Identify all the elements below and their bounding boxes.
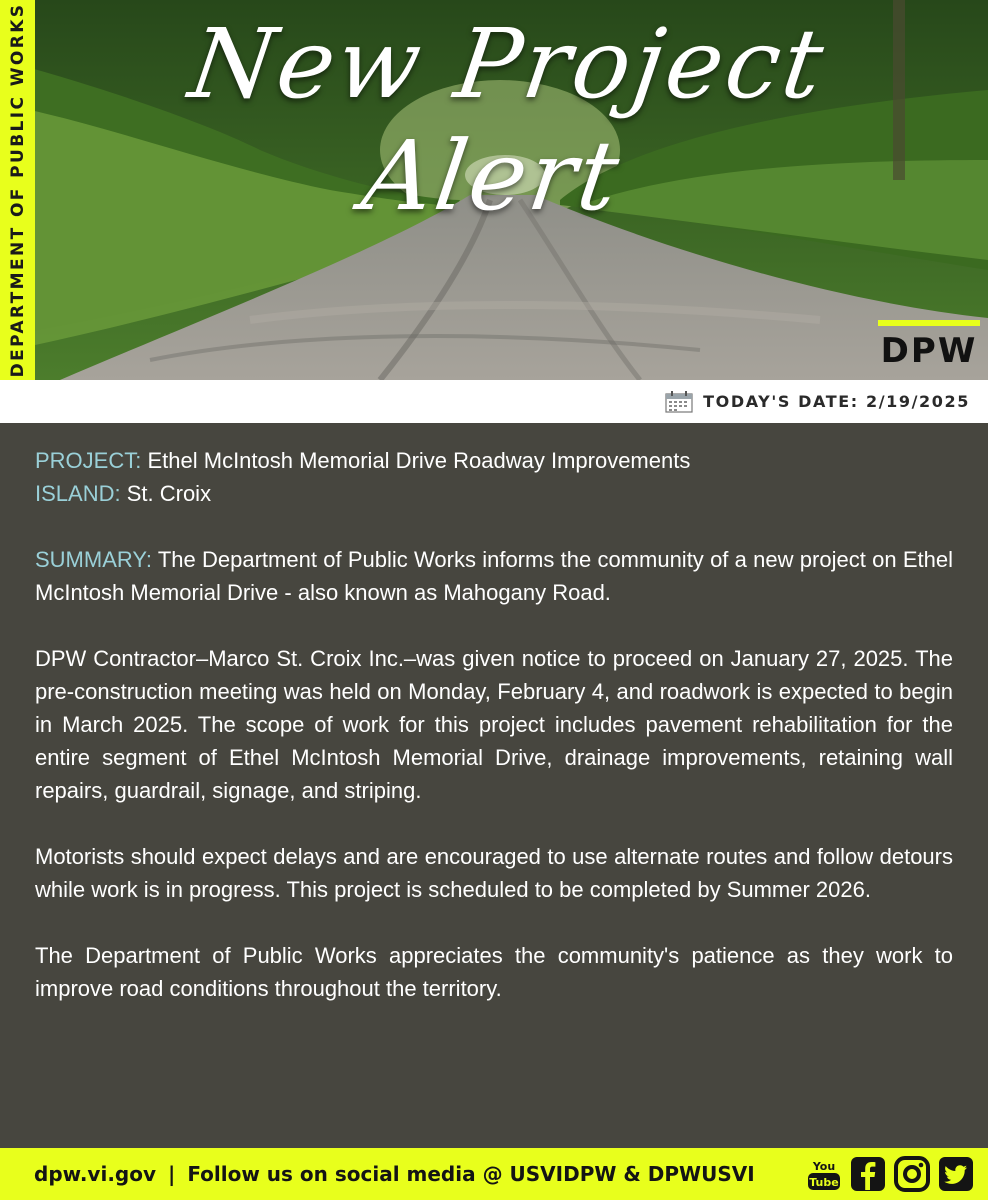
island-line [35,477,953,510]
todays-date: TODAY'S DATE: 2/19/2025 [703,392,970,411]
dpw-logo-text: DPW [880,331,978,366]
date-row [665,380,970,423]
youtube-icon[interactable] [806,1156,842,1192]
instagram-icon[interactable] [894,1156,930,1192]
summary-text: The Department of Public Works informs the community of a new project on Ethel McIntosh Memorial Drive - also known as Mahogany Road. [35,547,953,605]
headline [60,0,940,232]
youtube-text-bottom: Tube [809,1176,839,1189]
youtube-text-top: You [812,1160,836,1173]
summary-label: SUMMARY: [35,547,152,572]
hero-banner [0,0,988,380]
project-details [35,444,953,1005]
social-icons [806,1154,974,1194]
island-label: ISLAND: [35,481,121,506]
calendar-icon [665,391,693,413]
twitter-icon[interactable] [938,1156,974,1192]
department-side-tab [0,0,35,380]
project-value: Ethel McIntosh Memorial Drive Roadway Improvements [147,448,691,473]
motorists-paragraph: Motorists should expect delays and are encouraged to use alternate routes and follow detours while work is in progress. This project is scheduled to be completed by Summer 2026. [35,844,953,902]
headline-text: New Project Alert [183,8,833,232]
facebook-icon[interactable] [850,1156,886,1192]
project-label: PROJECT: [35,448,142,473]
dpw-logo [878,320,980,366]
footer-bar [0,1148,988,1200]
social-text: Follow us on social media @ USVIDPW & DPWUSVI [187,1162,755,1186]
appreciation-paragraph: The Department of Public Works appreciates the community's patience as they work to improve road conditions throughout the territory. [35,943,953,1001]
contractor-paragraph: DPW Contractor–Marco St. Croix Inc.–was given notice to proceed on January 27, 2025. The pre-construction meeting was held on Monday, February 4, and roadwork is expected to begin in March 2025. The scope of work for this project includes pavement rehabilitation for the entire segment of Ethel McIntosh Memorial Drive, drainage improvements, retaining wall repairs, guardrail, signage, and striping. [35,646,953,803]
department-side-label: DEPARTMENT OF PUBLIC WORKS [7,2,28,378]
footer-text [34,1148,755,1200]
footer-separator: | [168,1162,176,1186]
date-strip [0,380,988,423]
island-value: St. Croix [126,481,212,506]
website-link[interactable]: dpw.vi.gov [34,1162,157,1186]
summary-paragraph [35,543,953,609]
project-line [35,444,953,477]
